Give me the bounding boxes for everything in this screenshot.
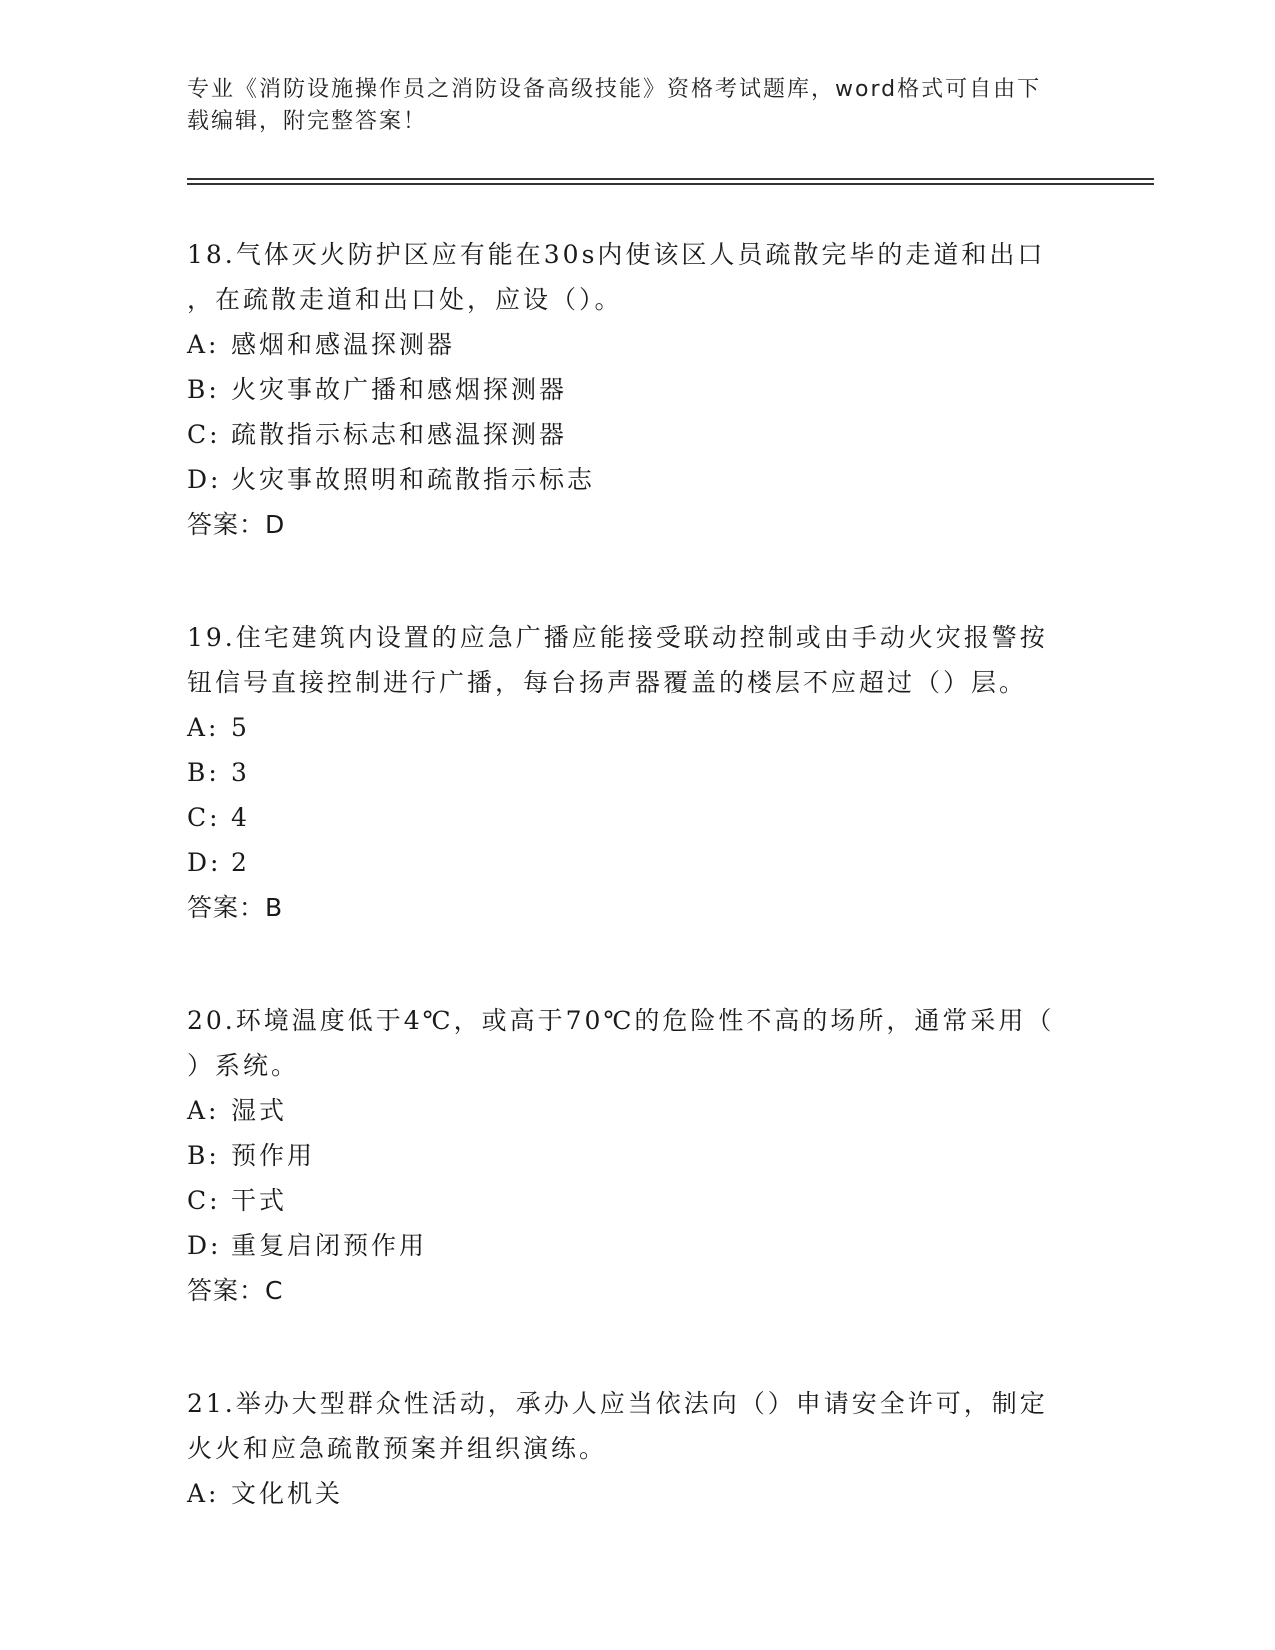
option-letter: A:: [187, 713, 220, 742]
option-c: [187, 412, 1087, 457]
option-a: [187, 1088, 1087, 1133]
header-line-2: 载编辑，附完整答案！: [187, 109, 428, 134]
option-letter: B:: [187, 375, 220, 404]
option-letter: B:: [187, 758, 220, 787]
answer-line: 答案：D: [187, 510, 286, 539]
option-text: 4: [231, 803, 250, 832]
option-b: [187, 1133, 1087, 1178]
question-stem-line: 20.环境温度低于4℃，或高于70℃的危险性不高的场所，通常采用（: [187, 1006, 1055, 1035]
option-c: [187, 1178, 1087, 1223]
document-header: [187, 74, 1067, 138]
option-text: 湿式: [231, 1096, 288, 1125]
option-letter: C:: [187, 420, 221, 449]
question-21: [187, 1381, 1087, 1516]
option-text: 预作用: [231, 1141, 316, 1170]
option-text: 文化机关: [231, 1479, 344, 1508]
question-stem-line: ，在疏散走道和出口处，应设（）。: [187, 285, 623, 314]
question-spacer: [187, 1313, 1087, 1381]
option-text: 火灾事故广播和感烟探测器: [231, 375, 568, 404]
option-text: 3: [231, 758, 250, 787]
question-spacer: [187, 930, 1087, 998]
option-d: [187, 457, 1087, 502]
option-a: [187, 322, 1087, 367]
option-a: [187, 1471, 1087, 1516]
header-divider-bottom: [187, 183, 1154, 185]
option-letter: D:: [187, 848, 222, 877]
option-letter: D:: [187, 465, 222, 494]
question-stem-line: 火火和应急疏散预案并组织演练。: [187, 1434, 608, 1463]
option-text: 2: [231, 848, 250, 877]
question-19: [187, 615, 1087, 930]
option-letter: D:: [187, 1231, 222, 1260]
option-letter: B:: [187, 1141, 220, 1170]
question-stem-line: ）系统。: [187, 1051, 300, 1080]
option-text: 火灾事故照明和疏散指示标志: [231, 465, 596, 494]
header-line-1: 专业《消防设施操作员之消防设备高级技能》资格考试题库，word格式可自由下: [187, 77, 1042, 102]
question-stem-line: 18.气体灭火防护区应有能在30s内使该区人员疏散完毕的走道和出口: [187, 240, 1046, 269]
option-text: 5: [231, 713, 250, 742]
option-text: 干式: [231, 1186, 288, 1215]
question-spacer: [187, 547, 1087, 615]
option-b: [187, 367, 1087, 412]
option-b: [187, 750, 1087, 795]
header-divider-top: [187, 178, 1154, 180]
option-d: [187, 840, 1087, 885]
question-stem-line: 19.住宅建筑内设置的应急广播应能接受联动控制或由手动火灾报警按: [187, 623, 1048, 652]
question-stem-line: 21.举办大型群众性活动，承办人应当依法向（）申请安全许可，制定: [187, 1389, 1048, 1418]
question-list: [187, 232, 1087, 1516]
option-c: [187, 795, 1087, 840]
option-d: [187, 1223, 1087, 1268]
option-letter: A:: [187, 1096, 220, 1125]
option-text: 疏散指示标志和感温探测器: [231, 420, 568, 449]
option-letter: C:: [187, 803, 221, 832]
question-stem-line: 钮信号直接控制进行广播，每台扬声器覆盖的楼层不应超过（）层。: [187, 668, 1028, 697]
option-letter: A:: [187, 330, 220, 359]
option-letter: C:: [187, 1186, 221, 1215]
option-text: 感烟和感温探测器: [231, 330, 456, 359]
question-20: [187, 998, 1087, 1313]
option-letter: A:: [187, 1479, 220, 1508]
answer-line: 答案：C: [187, 1276, 284, 1305]
option-text: 重复启闭预作用: [231, 1231, 428, 1260]
question-18: [187, 232, 1087, 547]
option-a: [187, 705, 1087, 750]
answer-line: 答案：B: [187, 893, 284, 922]
